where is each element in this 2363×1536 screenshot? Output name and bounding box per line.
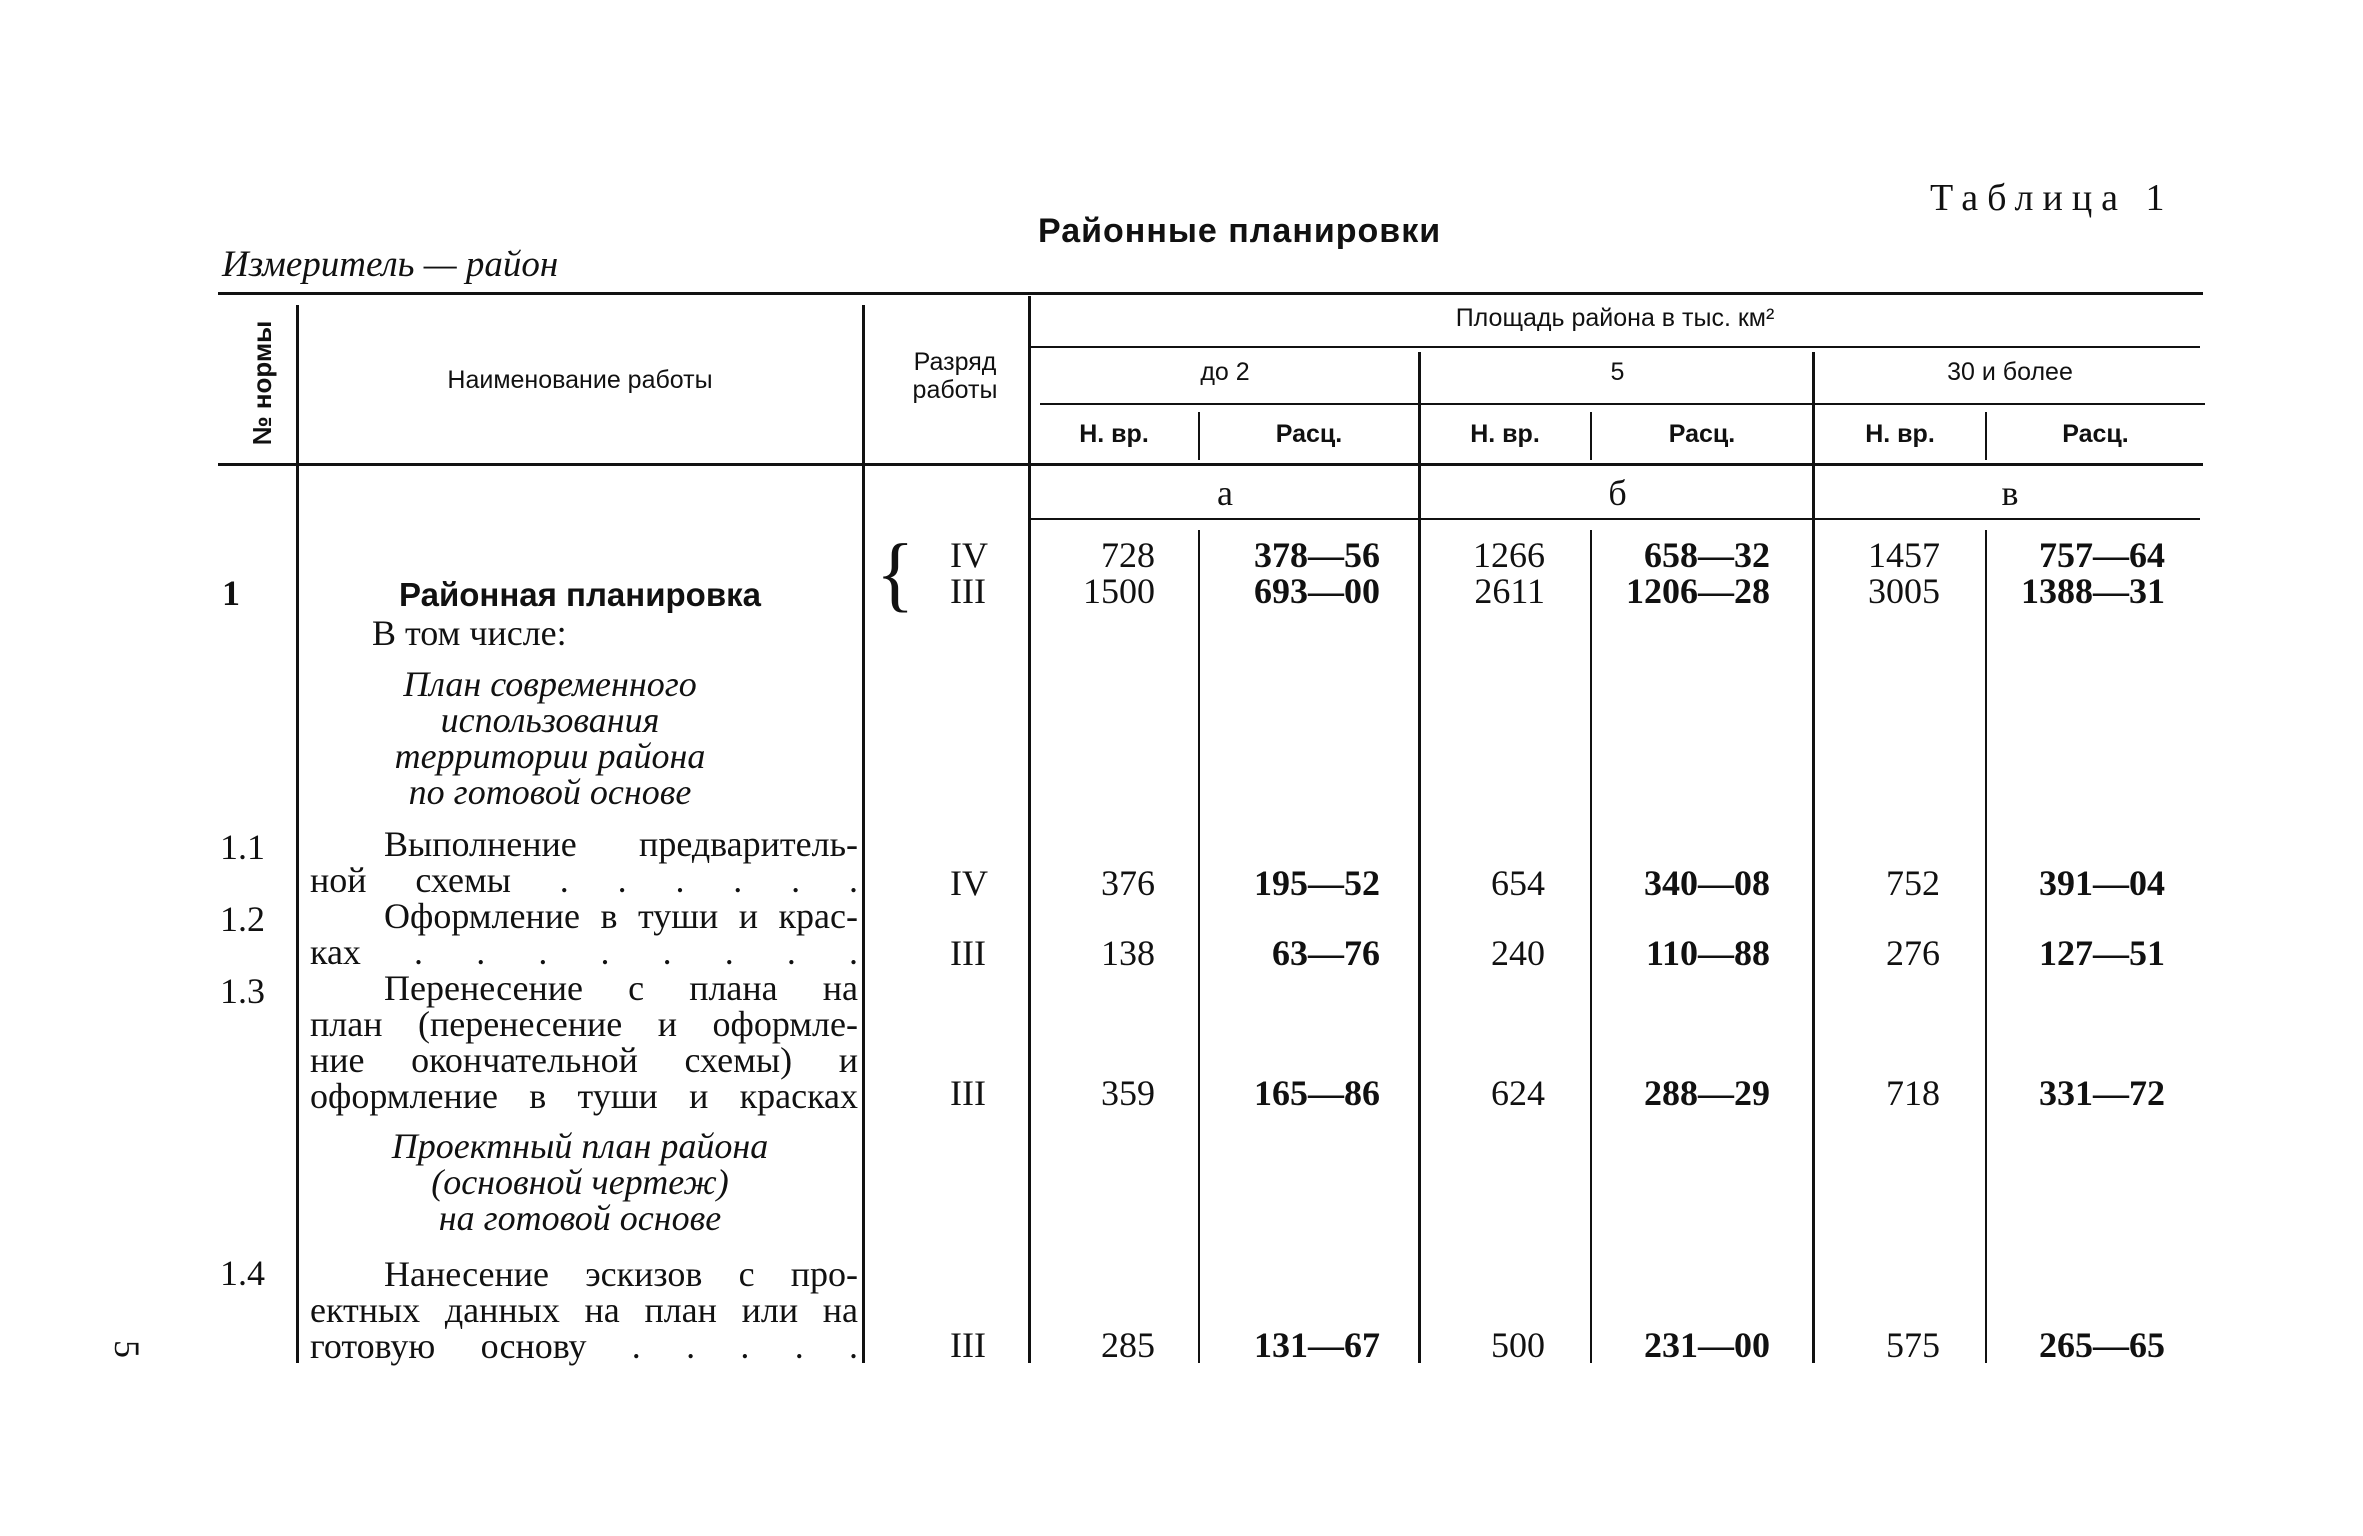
item-1-3-rank: III xyxy=(950,1073,986,1113)
col-divider-2 xyxy=(862,305,865,1363)
item-1-3-c-rate: 331—72 xyxy=(2039,1073,2165,1113)
item-1-4-name xyxy=(310,1256,858,1364)
row1-c-rate-1: 757—64 xyxy=(2039,535,2165,575)
row1-name: Районная планировка xyxy=(399,576,761,613)
item-1-1-number: 1.1 xyxy=(220,827,265,867)
letter-b: б xyxy=(1608,473,1627,513)
item-1-2-b-time: 240 xyxy=(1491,933,1545,973)
item-1-1-a-time: 376 xyxy=(1101,863,1155,903)
row1-a-time-1: 728 xyxy=(1101,535,1155,575)
col-divider-3 xyxy=(1028,296,1031,1363)
row1-number: 1 xyxy=(222,573,240,613)
letter-a: а xyxy=(1217,473,1233,513)
row1-a-time-2: 1500 xyxy=(1083,571,1155,611)
sub-header-rate-3: Расц. xyxy=(2062,420,2129,448)
item-1-2-rank: III xyxy=(950,933,986,973)
item-1-4-c-rate: 265—65 xyxy=(2039,1325,2165,1365)
item-1-2-c-time: 276 xyxy=(1886,933,1940,973)
item-1-1-name xyxy=(310,826,858,898)
value-divider-b xyxy=(1590,530,1592,1363)
sub-header-rate-2: Расц. xyxy=(1668,420,1736,448)
item-1-4-number: 1.4 xyxy=(220,1253,265,1293)
row1-c-rate-2: 1388—31 xyxy=(2021,571,2165,611)
item-1-3-b-time: 624 xyxy=(1491,1073,1545,1113)
item-1-1-b-time: 654 xyxy=(1491,863,1545,903)
item-1-1-c-time: 752 xyxy=(1886,863,1940,903)
row1-c-time-1: 1457 xyxy=(1868,535,1940,575)
row1-rank-2: III xyxy=(950,571,986,611)
row1-b-time-1: 1266 xyxy=(1473,535,1545,575)
item-1-3-name xyxy=(310,970,858,1114)
item-1-3-line-4: оформление в туши и красках xyxy=(310,1076,858,1116)
section2-line-2: (основной чертеж) xyxy=(431,1162,729,1202)
row1-b-rate-1: 658—32 xyxy=(1644,535,1770,575)
section1-line-1: План современного xyxy=(403,664,697,704)
page-number: 5 xyxy=(107,1340,147,1358)
item-1-3-line-3: ние окончательной схемы) и xyxy=(310,1040,858,1080)
group-header-1: до 2 xyxy=(1200,358,1250,386)
section1-line-3: территории района xyxy=(394,736,706,776)
section1-heading xyxy=(370,666,730,810)
group-header-2: 5 xyxy=(1610,358,1625,386)
group-header-line xyxy=(1040,403,2205,405)
item-1-1-line-2: ной схемы . . . . . . xyxy=(310,860,858,900)
sub-header-time-3: Н. вр. xyxy=(1865,420,1935,448)
norm-number-header xyxy=(222,318,312,458)
rank-header: Разряд работы xyxy=(912,348,998,404)
item-1-2-b-rate: 110—88 xyxy=(1645,933,1770,973)
item-1-4-c-time: 575 xyxy=(1886,1325,1940,1365)
group-header-3: 30 и более xyxy=(1947,358,2073,386)
item-1-3-b-rate: 288—29 xyxy=(1644,1073,1770,1113)
item-1-2-line-1: Оформление в туши и крас- xyxy=(384,896,858,936)
row1-b-rate-2: 1206—28 xyxy=(1626,571,1770,611)
item-1-4-a-rate: 131—67 xyxy=(1254,1325,1380,1365)
norm-number-label: № нормы xyxy=(247,320,277,446)
row1-subtitle: В том числе: xyxy=(372,613,567,653)
item-1-2-a-rate: 63—76 xyxy=(1272,933,1380,973)
item-1-2-c-rate: 127—51 xyxy=(2039,933,2165,973)
item-1-1-c-rate: 391—04 xyxy=(2039,863,2165,903)
item-1-4-line-3: готовую основу . . . . . xyxy=(310,1326,858,1366)
letters-bottom-line xyxy=(1030,518,2200,520)
col-divider-1 xyxy=(296,305,299,1363)
letter-c: в xyxy=(2001,473,2019,513)
section1-line-4: по готовой основе xyxy=(408,772,692,812)
item-1-1-line-1: Выполнение предваритель- xyxy=(384,824,858,864)
item-1-1-rank: IV xyxy=(950,863,988,903)
item-1-2-name xyxy=(310,898,858,970)
section2-heading xyxy=(330,1128,830,1236)
area-header-line xyxy=(1030,346,2200,348)
item-1-3-line-2: план (перенесение и оформле- xyxy=(310,1004,858,1044)
item-1-2-number: 1.2 xyxy=(220,899,265,939)
item-1-2-a-time: 138 xyxy=(1101,933,1155,973)
item-1-3-line-1: Перенесение с плана на xyxy=(384,968,858,1008)
row1-b-time-2: 2611 xyxy=(1474,571,1545,611)
work-name-header: Наименование работы xyxy=(447,366,713,394)
sub-header-rate-1: Расц. xyxy=(1275,420,1343,448)
value-divider-a xyxy=(1198,530,1200,1363)
item-1-4-line-2: ектных данных на план или на xyxy=(310,1290,858,1330)
table-title: Районные планировки xyxy=(1038,212,1442,250)
item-1-1-b-rate: 340—08 xyxy=(1644,863,1770,903)
section2-line-3: на готовой основе xyxy=(438,1198,722,1238)
table-top-line xyxy=(218,292,2203,295)
sub-header-time-1: Н. вр. xyxy=(1079,420,1149,448)
area-header: Площадь района в тыс. км² xyxy=(1455,304,1775,332)
col-divider-8 xyxy=(1985,412,1987,460)
item-1-1-a-rate: 195—52 xyxy=(1254,863,1380,903)
item-1-3-c-time: 718 xyxy=(1886,1073,1940,1113)
value-divider-c xyxy=(1985,530,1987,1363)
item-1-4-line-1: Нанесение эскизов с про- xyxy=(384,1254,858,1294)
header-bottom-line xyxy=(218,463,2203,466)
item-1-3-a-time: 359 xyxy=(1101,1073,1155,1113)
row1-c-time-2: 3005 xyxy=(1868,571,1940,611)
section1-line-2: использования xyxy=(440,700,660,740)
item-1-3-number: 1.3 xyxy=(220,971,265,1011)
brace-icon: { xyxy=(876,527,915,621)
item-1-3-a-rate: 165—86 xyxy=(1254,1073,1380,1113)
table-label: Таблица 1 xyxy=(1930,177,2174,219)
measure-unit: Измеритель — район xyxy=(222,244,559,285)
item-1-4-b-time: 500 xyxy=(1491,1325,1545,1365)
item-1-4-a-time: 285 xyxy=(1101,1325,1155,1365)
sub-header-time-2: Н. вр. xyxy=(1470,420,1540,448)
row1-rank-1: IV xyxy=(950,535,988,575)
item-1-2-line-2: ках . . . . . . . . xyxy=(310,932,858,972)
row1-a-rate-2: 693—00 xyxy=(1254,571,1380,611)
item-1-4-b-rate: 231—00 xyxy=(1644,1325,1770,1365)
section2-line-1: Проектный план района xyxy=(391,1126,769,1166)
row1-a-rate-1: 378—56 xyxy=(1254,535,1380,575)
item-1-4-rank: III xyxy=(950,1325,986,1365)
